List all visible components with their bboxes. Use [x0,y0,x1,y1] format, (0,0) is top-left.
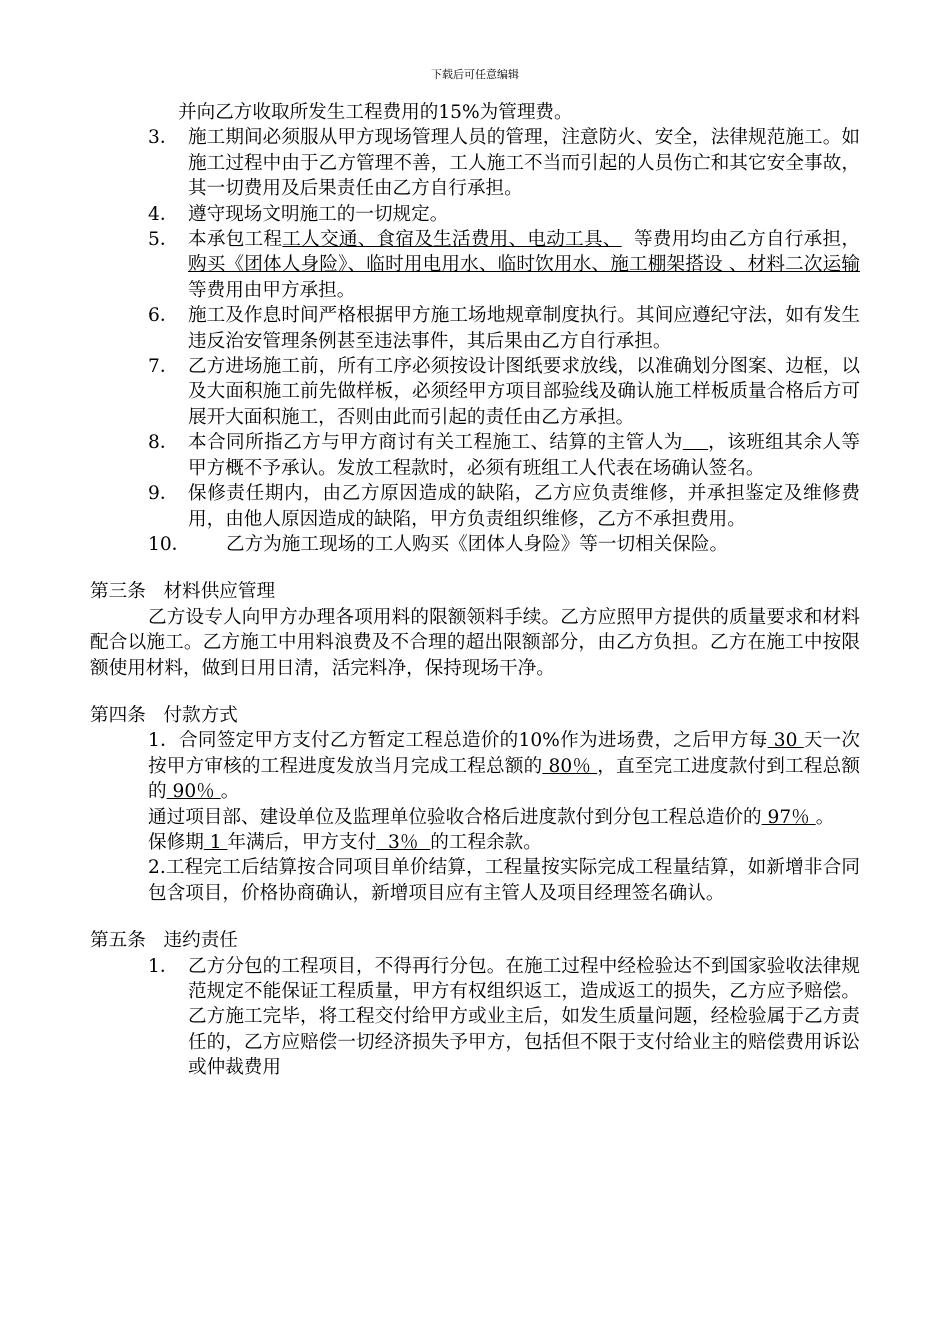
clause-text: 乙方为施工现场的工人购买《团体人身险》等一切相关保险。 [226,533,729,555]
underlined-fill: 工人交通、食宿及生活费用、电动工具、 [282,229,622,251]
clause-number: 7． [148,356,179,378]
clause-text-part: 等费用由甲方承担。 [188,279,356,301]
header-note: 下载后可任意编辑 [431,68,519,81]
clause-number: 3． [148,127,179,149]
clause-text-part: ，该班组其余人等甲方概不予承认。发放工程款时，必须有班组工人代表在场确认签名。 [188,432,860,479]
clause-text-part: 等费用均由乙方自行承担， [621,229,860,251]
clause-item-3 [90,125,860,201]
payment-percent: 97％ [761,806,816,828]
payment-percent: 3％ [376,831,431,853]
clause-text: 乙方分包的工程项目，不得再行分包。在施工过程中经检验达不到国家验收法律规范规定不能保证工程质量，甲方有权组织返工，造成返工的损失，乙方应予赔偿。乙方施工完毕，将工程交付给甲方或业主后，如发生质量问题，经检验属于乙方责任的，乙方应赔偿一切经济损失予甲方，包括但不限于支付给业主的赔偿费用诉讼或仲裁费用 [188,955,860,1079]
clause-text [188,227,860,303]
clause-text: 施工期间必须服从甲方现场管理人员的管理，注意防火、安全，法律规范施工。如施工过程中由于乙方管理不善，工人施工不当而引起的人员伤亡和其它安全事故，其一切费用及后果责任由乙方自行承担。 [188,127,860,200]
continued-text: 并向乙方收取所发生工程费用的15%为管理费。 [178,102,573,123]
liability-item-1 [90,954,860,1081]
underlined-fill: 购买《团体人身险》、临时用电用水、临时饮用水、施工棚架搭设 、材料二次运输 [188,254,860,276]
clause-item-10 [90,532,860,557]
clause-number: 1． [148,955,179,977]
payment-clause-4: 2.工程完工后结算按合同项目单价结算，工程量按实际完成工程量结算，如新增非合同包含项目，价格协商确认，新增项目应有主管人及项目经理签名确认。 [148,857,860,904]
clause-number: 5． [148,229,179,251]
clause-item-9 [90,481,860,532]
payment-text: 的工程余款。 [430,831,542,853]
clause-text-part: 本合同所指乙方与甲方商讨有关工程施工、结算的主管人为 [188,432,683,454]
payment-clause-1 [90,728,860,804]
warranty-years: 1 [203,831,228,853]
payment-text: 天一次按甲方审核的工程进度发放当月完成工程总额的 [148,730,860,777]
blank-field [683,432,708,453]
clause-text: 保修责任期内，由乙方原因造成的缺陷，乙方应负责维修，并承担鉴定及维修费用，由他人原因造成的缺陷，甲方负责组织维修，乙方不承担费用。 [188,483,860,530]
clause-item-5 [90,227,860,303]
article-5-heading: 第五条 违约责任 [90,930,238,952]
payment-text: 。 [220,781,240,803]
payment-text: 通过项目部、建设单位及监理单位验收合格后进度款付到分包工程总造价的 [148,806,762,828]
document-body [90,100,860,1081]
payment-clause-2 [90,805,860,830]
payment-percent: 90％ [166,781,221,803]
article-4-heading: 第四条 付款方式 [90,704,238,726]
clause-text: 乙方进场施工前，所有工序必须按设计图纸要求放线，以准确划分图案、边框，以及大面积施工前先做样板，必须经甲方项目部验线及确认施工样板质量合格后方可展开大面积施工，否则由此而引起的责任由乙方承担。 [188,356,860,428]
payment-text: 保修期 [148,831,204,853]
clause-item-8 [90,430,860,481]
article-3-heading: 第三条 材料供应管理 [90,581,276,603]
clause-text: 施工及作息时间严格根据甲方施工场地规章制度执行。其间应遵纪守法，如有发生违反治安管理条例甚至违法事件，其后果由乙方自行承担。 [188,305,860,352]
payment-text: ，直至完工进度款付到工程总额的 [148,755,860,803]
clause-text: 遵守现场文明施工的一切规定。 [188,203,449,225]
payment-text: 。 [815,806,835,828]
payment-text: 年满后，甲方支付 [227,831,377,853]
payment-percent: 80％ [542,755,598,777]
clause-number: 8． [148,432,179,454]
clause-item-6 [90,303,860,354]
clause-item-7 [90,354,860,430]
clause-number: 6． [148,305,179,327]
clause-number: 10． [148,533,191,555]
payment-days: 30 [767,730,804,752]
clause-number: 9． [148,483,179,505]
payment-clause-3 [90,830,860,855]
clause-item-4 [90,202,860,227]
clause-text [188,430,860,481]
article-3-body: 乙方设专人向甲方办理各项用料的限额领料手续。乙方应照甲方提供的质量要求和材料配合以施工。乙方施工中用料浪费及不合理的超出限额部分，由乙方负担。乙方在施工中按限额使用材料，做到日用日清，活完料净，保持现场干净。 [90,606,860,679]
clause-number: 4． [148,203,179,225]
clause-text-part: 本承包工程 [188,229,283,251]
payment-text: 1．合同签定甲方支付乙方暂定工程总造价的10%作为进场费，之后甲方每 [148,730,768,752]
